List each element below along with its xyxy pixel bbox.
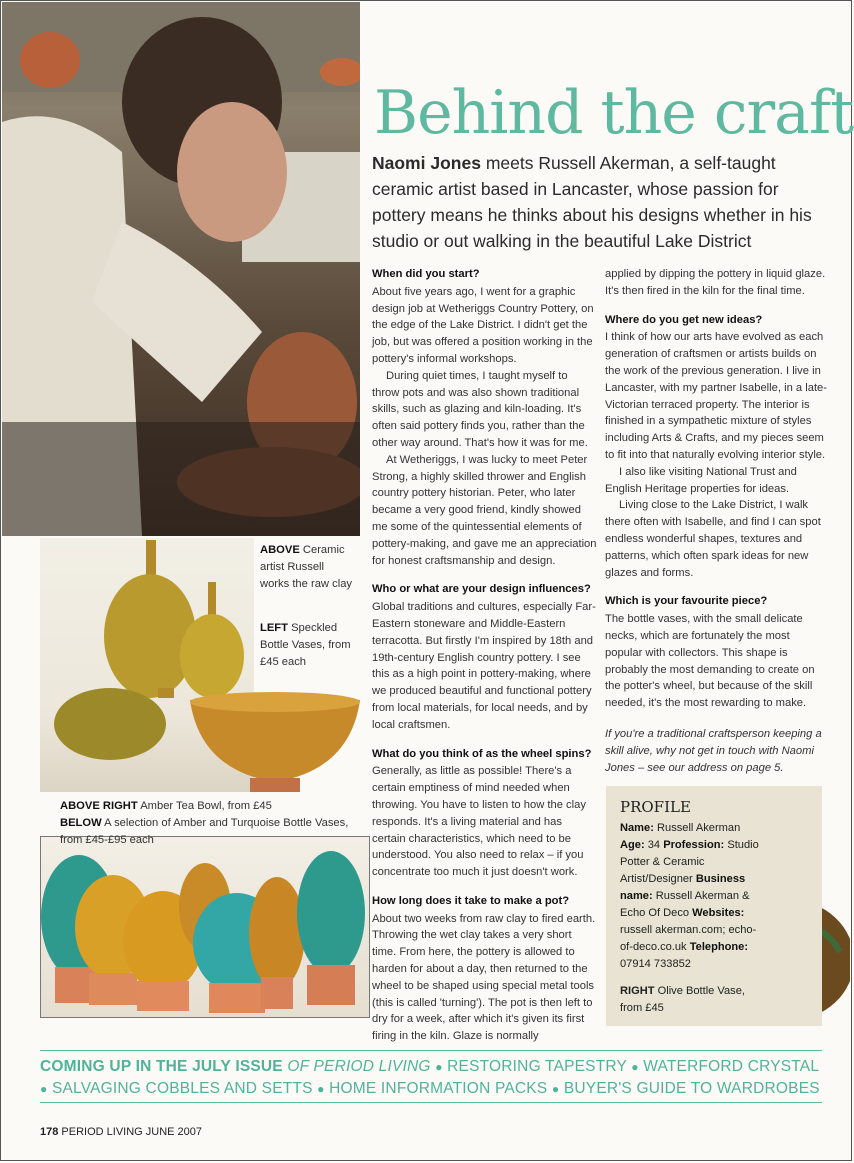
bullet-icon: ● [551,1082,560,1096]
answer-paragraph: The bottle vases, with the small delicate necks, which are fortunately the most popular with collectors. This shape is probably the most demanding to create on the potter's wheel, but because of the skill needed, it's the most rewarding to make. [605,613,815,710]
article-title: Behind the craft [374,78,854,148]
page-footer [40,1126,202,1138]
caption-label: BELOW [60,817,102,829]
caption-text: A selection of Amber and Turquoise Bottle Vases, from £45-£95 each [60,817,349,846]
profile-body [620,820,760,1017]
profile-name-label: Name: [620,822,654,834]
caption-right [620,983,760,1017]
bullet-icon: ● [40,1082,48,1096]
caption-above [260,542,356,593]
caption-label: ABOVE RIGHT [60,800,138,812]
profile-profession: Studio Potter & Ceramic Artist/Designer [620,839,759,885]
question-heading: Where do you get new ideas? [605,313,763,326]
banner-rule-top [40,1050,822,1051]
answer-paragraph: About five years ago, I went for a graphic design job at Wetheriggs Country Pottery, on the edge of the Lake District. I didn't get the job, but was offered a position working in the pottery's informal workshops. [372,285,594,365]
answer-paragraph: About two weeks from raw clay to fired earth. Throwing the wet clay takes a very short time. From here, the pottery is allowed to harden for about a day, then returned to the wheel to be shaped using special metal tools (this is called 'turning'). The pot is then left to dry for a week, after which it's given its first firing in the kiln. Glaze is normally [372,912,596,1043]
banner-rule-bottom [40,1102,822,1103]
profile-telephone-label: Telephone: [689,941,749,953]
profile-business-label: Business name: [620,873,746,902]
profile-telephone: 07914 733852 [620,958,691,970]
coming-up-item: HOME INFORMATION PACKS [329,1080,548,1097]
profile-business: Russell Akerman & Echo Of Deco [620,890,750,919]
profile-profession-label: Profession: [663,839,725,851]
article-column-right [605,266,827,776]
tea-bowl-illustration [180,690,370,800]
caption-text: Amber Tea Bowl, from £45 [140,800,272,812]
profile-age: 34 [647,839,661,851]
answer-paragraph: Generally, as little as possible! There's a certain emptiness of mind needed when throwing. You have to listen to how the clay responds. It's a living material and has certain characteristics, which need to be understood. You also need to relax – if you concentrate too much it just doesn't work. [372,765,586,879]
question-heading: What do you think of as the wheel spins? [372,747,592,760]
issue-date: JUNE 2007 [145,1126,203,1138]
publication-name: PERIOD LIVING [61,1126,143,1138]
article-standfirst [372,150,822,254]
bullet-icon: ● [317,1082,325,1096]
coming-up-item: SALVAGING COBBLES AND SETTS [51,1080,313,1097]
amber-tea-bowl-photo [180,690,370,800]
caption-label: ABOVE [260,544,300,556]
caption-text: Speckled Bottle Vases, from £45 each [260,622,351,668]
turquoise-amber-vases-photo [40,836,370,1018]
question-heading: When did you start? [372,268,480,280]
potter-at-wheel-photo [2,2,360,536]
standfirst-text: meets Russell Akerman, a self-taught ceramic artist based in Lancaster, whose passion for pottery means he thinks about his designs whether in his studio or out walking in the beautiful Lake District [372,153,812,251]
profile-age-label: Age: [620,839,645,851]
closing-note: If you're a traditional craftsperson keeping a skill alive, why not get in touch with Naomi Jones – see our address on page 5. [605,727,822,774]
page-number: 178 [40,1126,59,1138]
bullet-icon: ● [631,1060,639,1074]
caption-label: RIGHT [620,985,655,997]
coming-up-item: WATERFORD CRYSTAL [643,1058,820,1075]
answer-paragraph: I also like visiting National Trust and English Heritage properties for ideas. [605,465,797,495]
coming-up-magazine: OF PERIOD LIVING [287,1058,431,1075]
vases-selection-illustration [41,837,370,1018]
caption-text: Ceramic artist Russell works the raw clay [260,544,353,590]
profile-box [606,786,822,1026]
caption-above-right-below [60,798,360,849]
profile-websites: russell akerman.com; echo-of-deco.co.uk [620,924,757,953]
coming-up-item: BUYER'S GUIDE TO WARDROBES [563,1080,820,1097]
answer-paragraph: During quiet times, I taught myself to throw pots and was also shown traditional skills, such as glazing and kiln-loading. It's often said pottery finds you, rather than the other way around. That's how it was for me. [372,369,588,449]
profile-websites-label: Websites: [692,907,745,919]
answer-paragraph: Global traditions and cultures, especially Far-Eastern stoneware and Middle-Eastern terracotta. But firstly I'm inspired by 18th and 19th-century English country pottery. I see this as a high point in pottery-making, where we produced beautiful and functional pottery from local materials, for local needs, and by local craftsmen. [372,601,596,731]
profile-name: Russell Akerman [657,822,741,834]
question-heading: Who or what are your design influences? [372,583,591,596]
question-heading: How long does it take to make a pot? [372,894,570,907]
answer-paragraph: At Wetheriggs, I was lucky to meet Peter Strong, a highly skilled thrower and English country pottery historian. Peter, who later became a very good friend, kindly showed me some of the quintessential elements of pottery-making, and gave me an appreciation for honest craftsmanship and design. [372,453,597,567]
standfirst-author: Naomi Jones [372,153,481,173]
caption-label: LEFT [260,622,288,634]
answer-paragraph: Living close to the Lake District, I walk there often with Isabelle, and find I can spot endless wonderful shapes, textures and patterns, which often spark ideas for new glazes and forms. [605,499,821,579]
profile-heading: PROFILE [620,798,691,816]
caption-text: Olive Bottle Vase, from £45 [620,985,745,1014]
answer-paragraph: I think of how our arts have evolved as each generation of craftsmen or artists builds on the work of the previous generation. I live in Lancaster, with my partner Isabelle, in a late-Victorian terraced property. The interior is finished in a sympathetic mixture of styles including Arts & Crafts, and my pieces seem to fit into that naturally evolving interior style. [605,331,827,461]
caption-left [260,620,356,671]
article-column-left [372,266,598,1045]
potter-photo-illustration [2,2,360,536]
answer-paragraph: applied by dipping the pottery in liquid glaze. It's then fired in the kiln for the final time. [605,268,826,297]
question-heading: Which is your favourite piece? [605,595,768,608]
bullet-icon: ● [435,1060,443,1074]
coming-up-item: RESTORING TAPESTRY [447,1058,627,1075]
coming-up-lead: COMING UP IN THE JULY ISSUE [40,1058,283,1075]
coming-up-banner [40,1056,830,1100]
